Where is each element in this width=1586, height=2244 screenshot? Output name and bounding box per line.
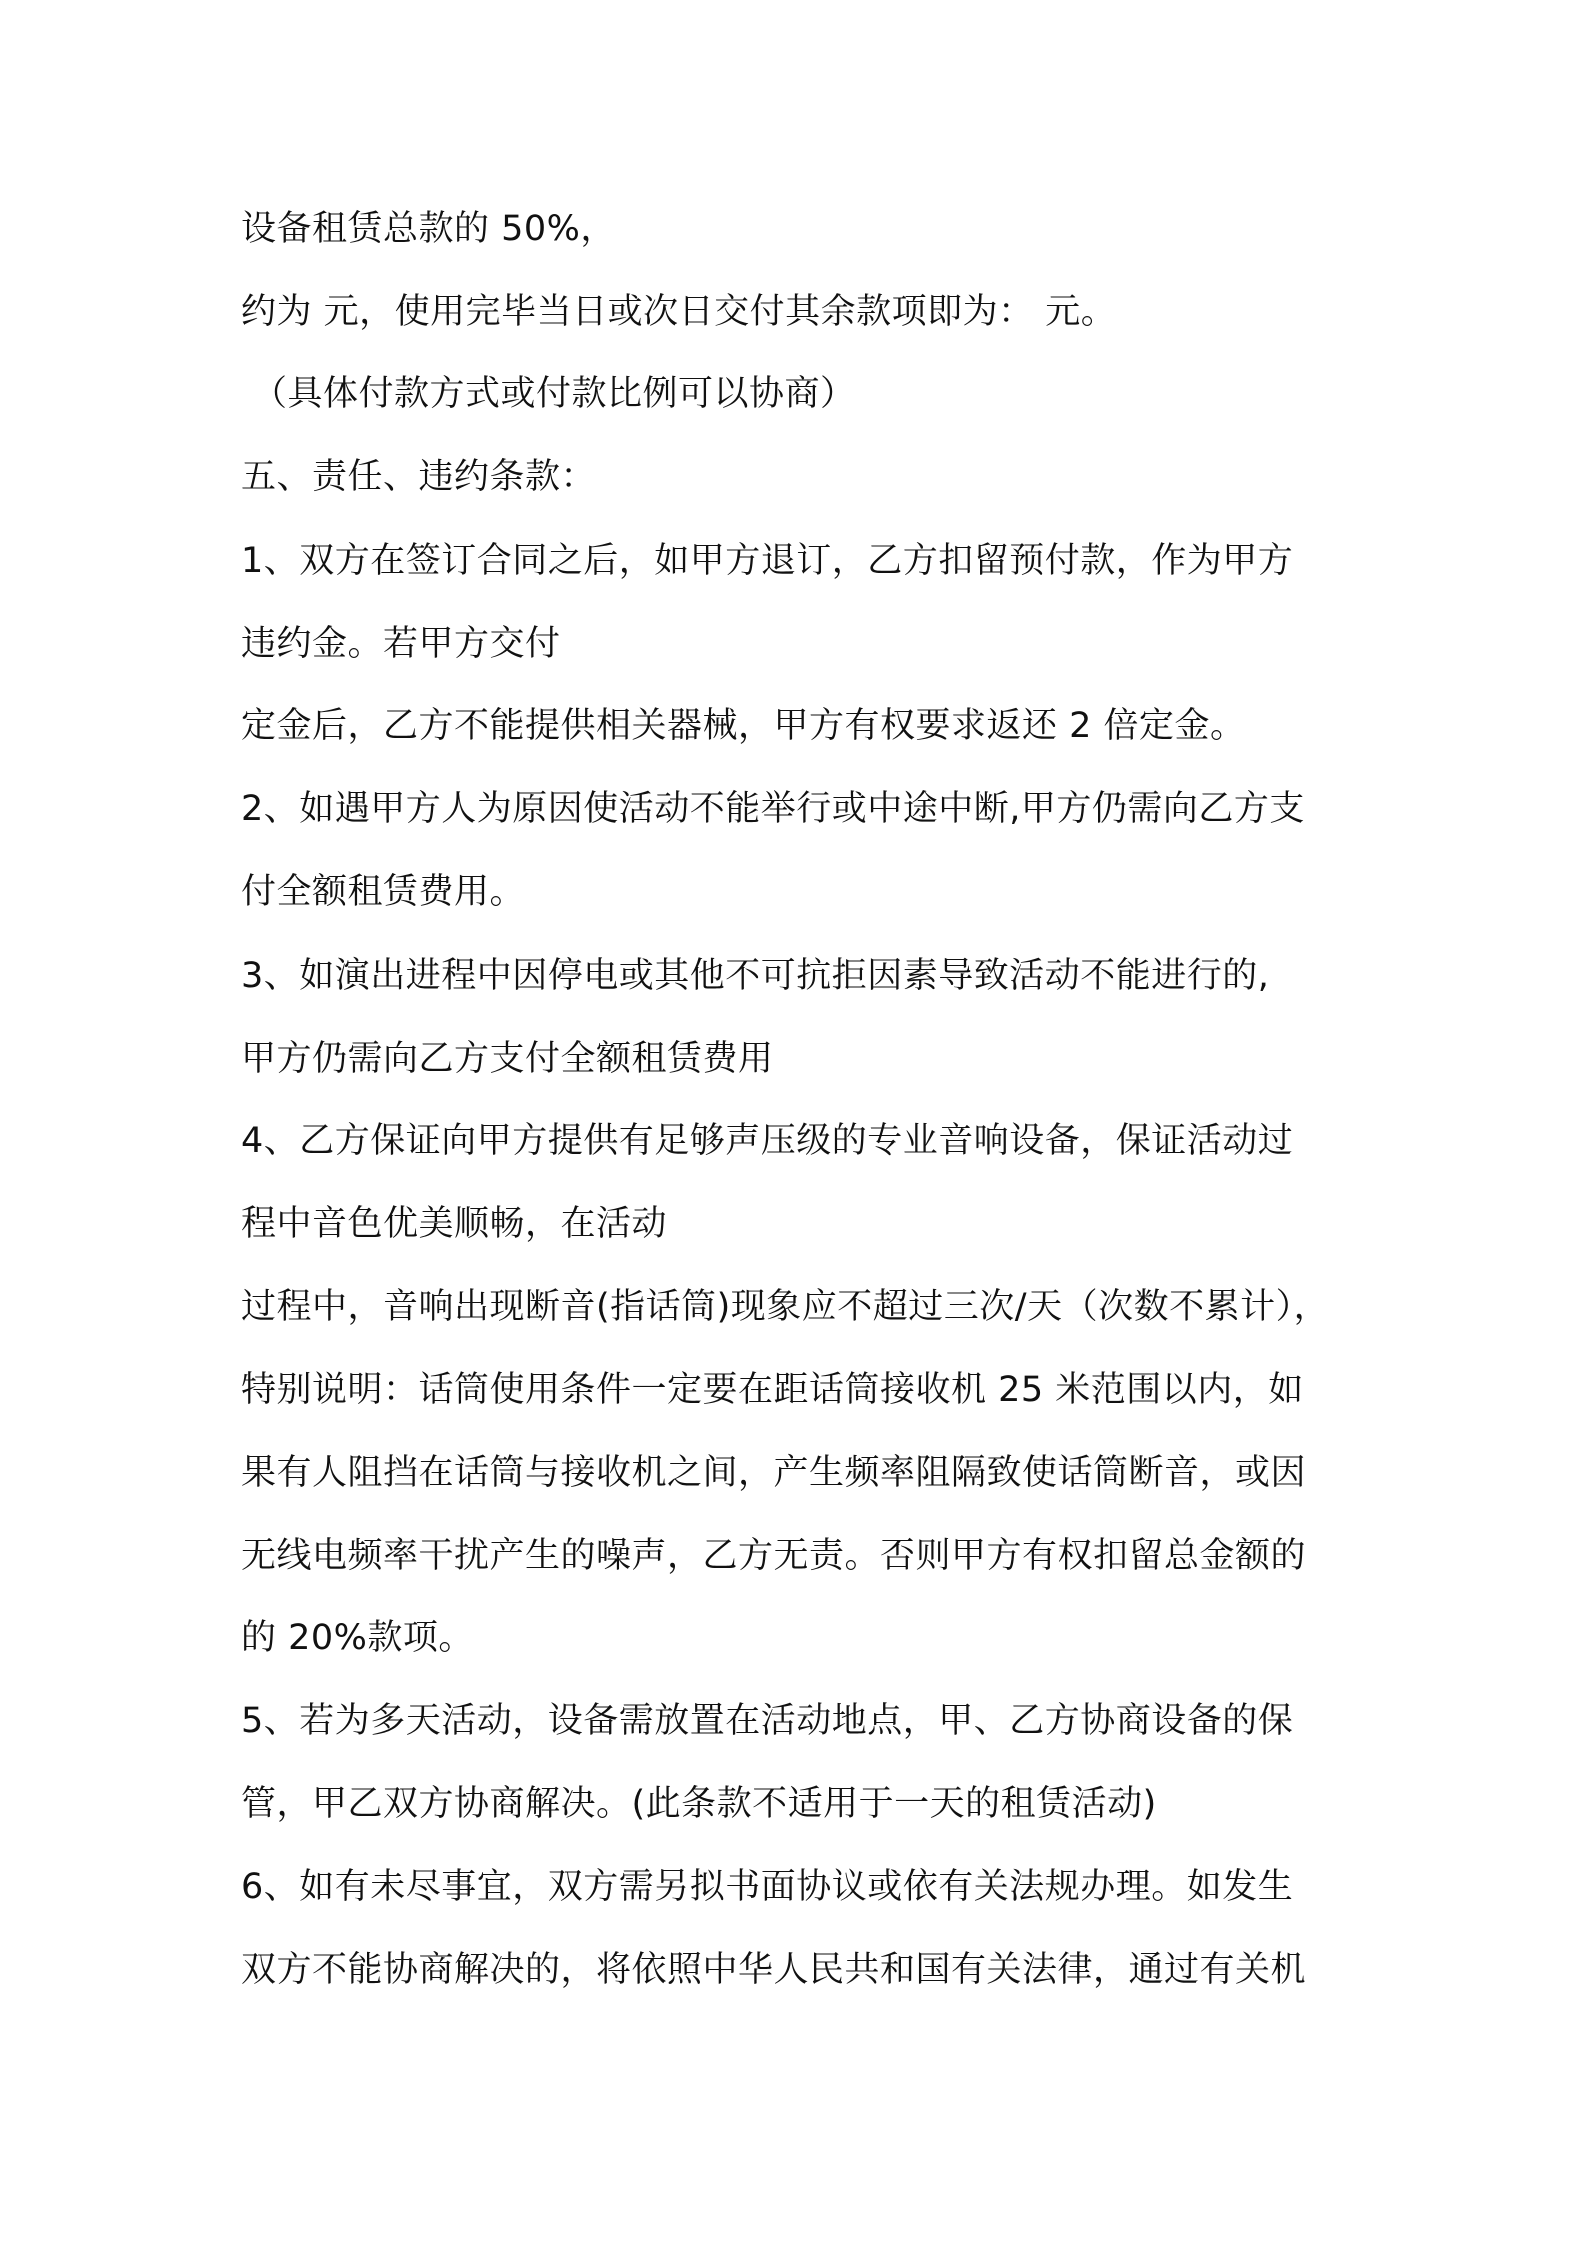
text-line: 定金后，乙方不能提供相关器械，甲方有权要求返还 2 倍定金。 xyxy=(241,706,1246,746)
text-line: 的 20%款项。 xyxy=(241,1618,474,1658)
text-line: 程中音色优美顺畅，在活动 xyxy=(241,1204,668,1244)
text-line: 3、如演出进程中因停电或其他不可抗拒因素导致活动不能进行的, xyxy=(241,956,1270,996)
text-line: 2、如遇甲方人为原因使活动不能举行或中途中断,甲方仍需向乙方支 xyxy=(241,789,1305,829)
text-line: （具体付款方式或付款比例可以协商） xyxy=(252,374,856,414)
text-line: 付全额租赁费用。 xyxy=(241,872,526,912)
text-line: 违约金。若甲方交付 xyxy=(241,624,561,664)
text-line: 甲方仍需向乙方支付全额租赁费用 xyxy=(241,1039,774,1079)
text-line: 设备租赁总款的 50%， xyxy=(241,209,616,249)
text-line: 特别说明：话筒使用条件一定要在距话筒接收机 25 米范围以内，如 xyxy=(241,1370,1304,1410)
text-line: 过程中，音响出现断音(指话筒)现象应不超过三次/天（次数不累计）， xyxy=(241,1287,1330,1327)
text-line: 约为 元，使用完毕当日或次日交付其余款项即为： 元。 xyxy=(241,292,1117,332)
section-heading: 五、责任、违约条款： xyxy=(241,457,597,497)
text-line: 4、乙方保证向甲方提供有足够声压级的专业音响设备，保证活动过 xyxy=(241,1121,1294,1161)
text-line: 管，甲乙双方协商解决。(此条款不适用于一天的租赁活动) xyxy=(241,1784,1157,1824)
text-line: 果有人阻挡在话筒与接收机之间，产生频率阻隔致使话筒断音，或因 xyxy=(241,1453,1307,1493)
text-line: 1、双方在签订合同之后，如甲方退订，乙方扣留预付款，作为甲方 xyxy=(241,541,1294,581)
text-line: 无线电频率干扰产生的噪声，乙方无责。否则甲方有权扣留总金额的 xyxy=(241,1536,1307,1576)
text-line: 双方不能协商解决的，将依照中华人民共和国有关法律，通过有关机 xyxy=(241,1950,1307,1990)
text-line: 6、如有未尽事宜，双方需另拟书面协议或依有关法规办理。如发生 xyxy=(241,1867,1294,1907)
text-line: 5、若为多天活动，设备需放置在活动地点，甲、乙方协商设备的保 xyxy=(241,1701,1294,1741)
